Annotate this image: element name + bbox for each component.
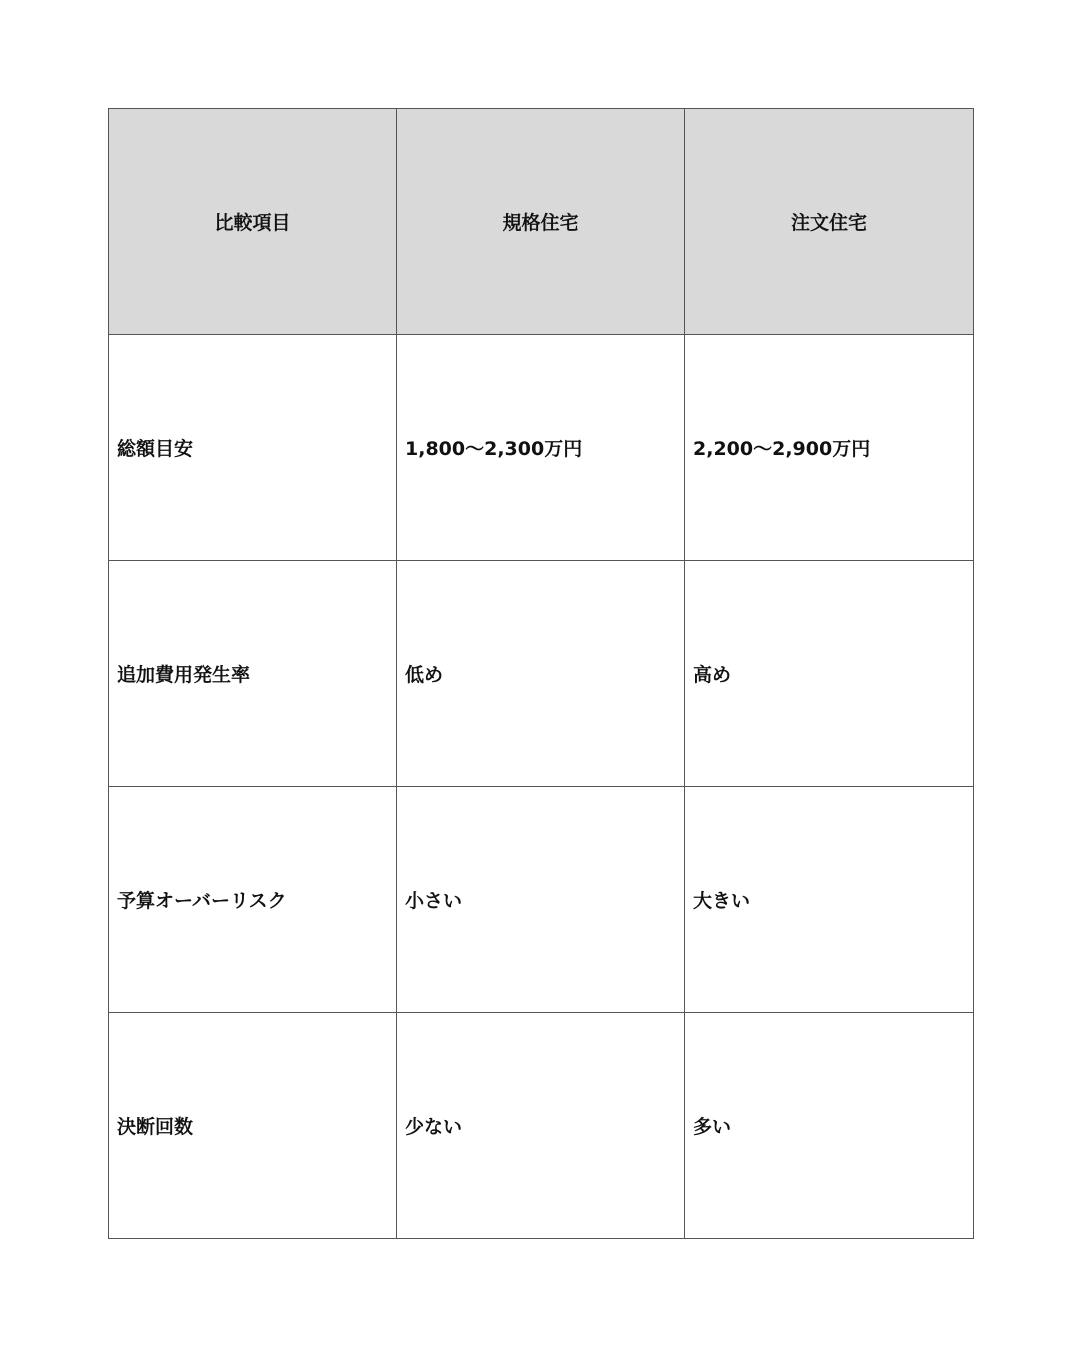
standard-value: 1,800〜2,300万円 — [397, 335, 685, 561]
table-row — [109, 561, 974, 787]
standard-value: 小さい — [397, 787, 685, 1013]
custom-value: 大きい — [685, 787, 974, 1013]
row-label: 予算オーバーリスク — [109, 787, 397, 1013]
header-row — [109, 109, 974, 335]
row-label: 決断回数 — [109, 1013, 397, 1239]
table-row — [109, 787, 974, 1013]
header-item: 比較項目 — [109, 109, 397, 335]
row-label: 総額目安 — [109, 335, 397, 561]
table-row — [109, 335, 974, 561]
row-label: 追加費用発生率 — [109, 561, 397, 787]
custom-value: 2,200〜2,900万円 — [685, 335, 974, 561]
header-custom-house: 注文住宅 — [685, 109, 974, 335]
standard-value: 低め — [397, 561, 685, 787]
table-row — [109, 1013, 974, 1239]
comparison-table — [108, 108, 974, 1239]
custom-value: 高め — [685, 561, 974, 787]
custom-value: 多い — [685, 1013, 974, 1239]
standard-value: 少ない — [397, 1013, 685, 1239]
header-standard-house: 規格住宅 — [397, 109, 685, 335]
